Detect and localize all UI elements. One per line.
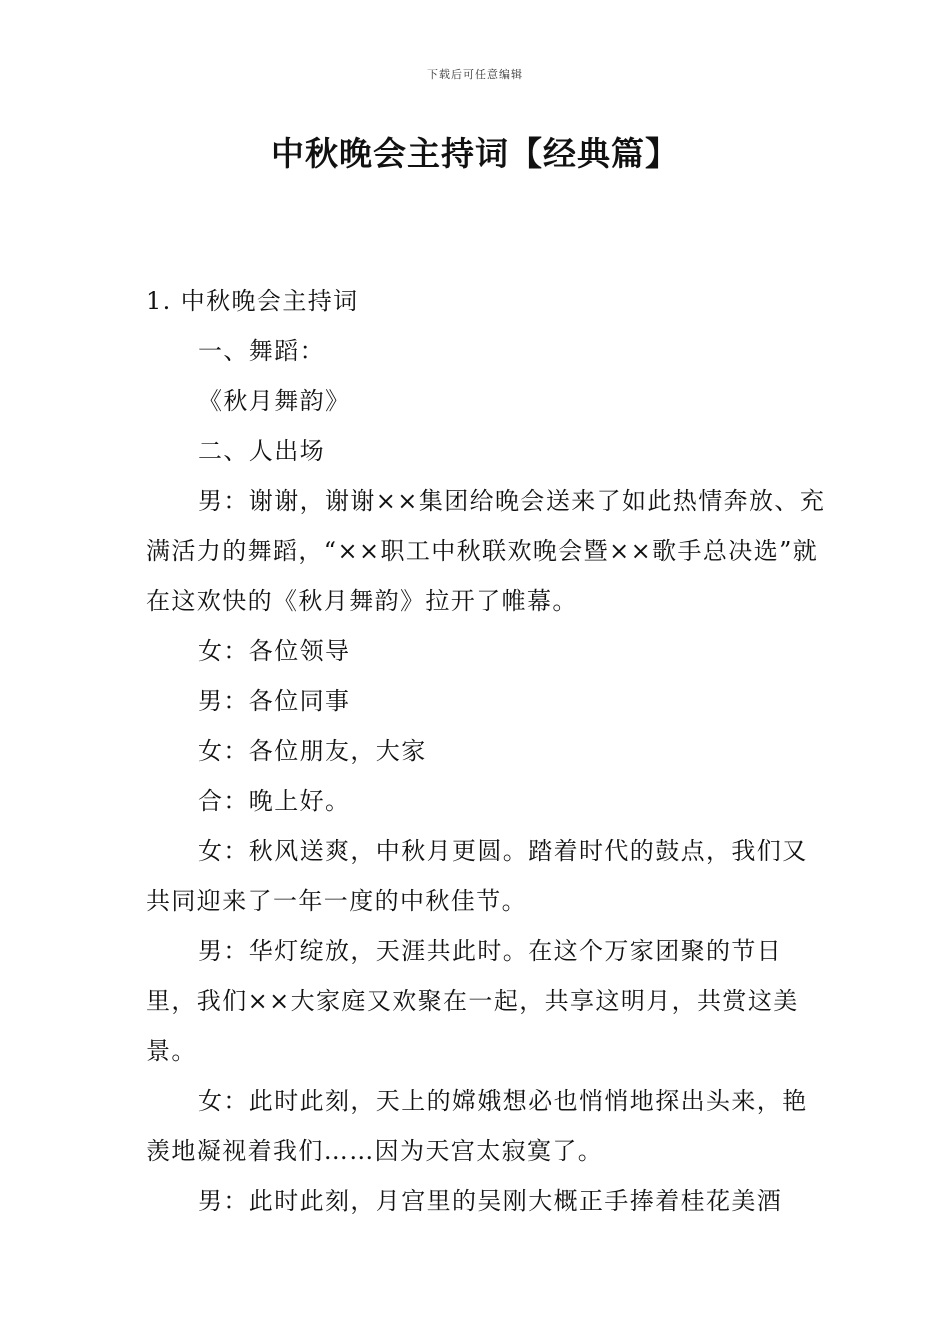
paragraph-hosts-enter: 二、人出场 [198,437,325,465]
section-heading: 1. 中秋晚会主持词 [146,287,359,315]
header-note: 下载后可任意编辑 [427,68,523,81]
paragraph-female-change: 女：此时此刻，天上的嫦娥想必也悄悄地探出头来，艳羡地凝视着我们……因为天宫太寂寞了。 [146,1087,808,1165]
paragraph-dance: 一、舞蹈： [198,337,325,365]
paragraph-male-colleagues: 男：各位同事 [198,687,351,715]
paragraph-male-thanks: 男：谢谢，谢谢××集团给晚会送来了如此热情奔放、充满活力的舞蹈，“××职工中秋联欢晚会暨××歌手总决选”就在这欢快的《秋月舞韵》拉开了帷幕。 [146,487,826,615]
paragraph-female-friends: 女：各位朋友，大家 [198,737,427,765]
paragraph-male-lanterns: 男：华灯绽放，天涯共此时。在这个万家团聚的节日里，我们××大家庭又欢聚在一起，共享这明月，共赏这美景。 [146,937,799,1065]
document-title: 中秋晚会主持词【经典篇】 [271,134,679,173]
paragraph-female-leaders: 女：各位领导 [198,637,351,665]
paragraph-female-autumn: 女：秋风送爽，中秋月更圆。踏着时代的鼓点，我们又共同迎来了一年一度的中秋佳节。 [146,837,808,915]
paragraph-male-wugang: 男：此时此刻，月宫里的吴刚大概正手捧着桂花美酒 [198,1187,783,1215]
paragraph-together-greeting: 合：晚上好。 [198,787,351,815]
document-body [146,276,826,1226]
paragraph-dance-title: 《秋月舞韵》 [198,387,351,415]
